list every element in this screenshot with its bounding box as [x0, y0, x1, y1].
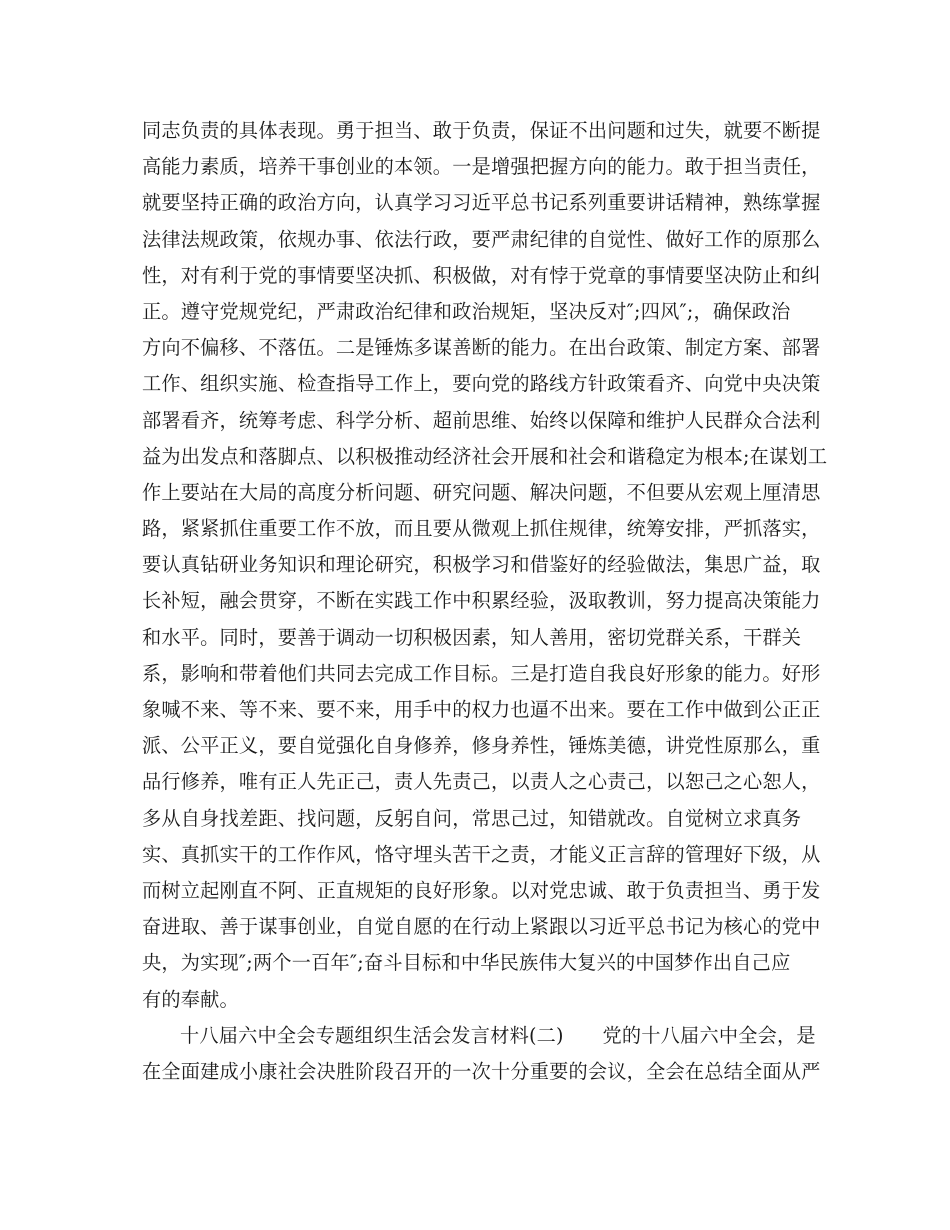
- body-line: 象喊不来、等不来、要不来，用手中的权力也逼不出来。要在工作中做到公正正: [142, 698, 821, 721]
- body-line: 同志负责的具体表现。勇于担当、敢于负责，保证不出问题和过失，就要不断提: [142, 119, 821, 142]
- body-line: 法律法规政策，依规办事、依法行政，要严肃纪律的自觉性、做好工作的原那么: [142, 227, 821, 251]
- body-line: 品行修养，唯有正人先正己，责人先责己，以责人之心责己，以恕己之心恕人，: [142, 770, 821, 794]
- body-line: 和水平。同时，要善于调动一切积极因素，知人善用，密切党群关系，干群关: [142, 625, 802, 649]
- body-line: 部署看齐，统筹考虑、科学分析、超前思维、始终以保障和维护人民群众合法利: [142, 408, 821, 432]
- body-line: 高能力素质，培养干事创业的本领。一是增强把握方向的能力。敢于担当责任，: [142, 155, 821, 179]
- body-line: 益为出发点和落脚点、以积极推动经济社会开展和社会和谐稳定为根本;在谋划工: [142, 444, 828, 468]
- body-line: 就要坚持正确的政治方向，认真学习习近平总书记系列重要讲话精神，熟练掌握: [142, 191, 821, 215]
- body-line: 工作、组织实施、检查指导工作上，要向党的路线方针政策看齐、向党中央决策: [142, 372, 821, 396]
- body-line: 要认真钻研业务知识和理论研究，积极学习和借鉴好的经验做法，集思广益，取: [142, 553, 821, 577]
- body-line: 系，影响和带着他们共同去完成工作目标。三是打造自我良好形象的能力。好形: [142, 661, 821, 685]
- body-line: 路，紧紧抓住重要工作不放，而且要从微观上抓住规律，统筹安排，严抓落实，: [142, 517, 821, 541]
- body-line: 性，对有利于党的事情要坚决抓、积极做，对有悖于党章的事情要坚决防止和纠: [142, 263, 821, 287]
- body-line: 派、公平正义，要自觉强化自身修养，修身养性，锤炼美德，讲党性原那么，重: [142, 734, 821, 758]
- body-line: 方向不偏移、不落伍。二是锤炼多谋善断的能力。在出台政策、制定方案、部署: [142, 336, 821, 360]
- body-line: 实、真抓实干的工作作风，恪守埋头苦干之责，才能义正言辞的管理好下级，从: [142, 842, 821, 866]
- body-line: 有的奉献。: [142, 987, 239, 1011]
- body-line: 央，为实现″;两个一百年″;奋斗目标和中华民族伟大复兴的中国梦作出自己应: [142, 951, 791, 975]
- section-heading-line: 十八届六中全会专题组织生活会发言材料(二) 党的十八届六中全会，是: [180, 1023, 816, 1047]
- body-line: 奋进取、善于谋事创业，自觉自愿的在行动上紧跟以习近平总书记为核心的党中: [142, 915, 821, 939]
- body-line: 而树立起刚直不阿、正直规矩的良好形象。以对党忠诚、敢于负责担当、勇于发: [142, 878, 821, 902]
- body-line: 在全面建成小康社会决胜阶段召开的一次十分重要的会议，全会在总结全面从严: [142, 1059, 821, 1083]
- body-line: 长补短，融会贯穿，不断在实践工作中积累经验，汲取教训，努力提高决策能力: [142, 589, 821, 613]
- body-line: 作上要站在大局的高度分析问题、研究问题、解决问题，不但要从宏观上厘清思: [142, 480, 821, 504]
- body-line: 正。遵守党规党纪，严肃政治纪律和政治规矩，坚决反对″;四风″;，确保政治: [142, 299, 791, 323]
- body-line: 多从自身找差距、找问题，反躬自问，常思己过，知错就改。自觉树立求真务: [142, 806, 802, 830]
- document-body: [142, 113, 828, 1090]
